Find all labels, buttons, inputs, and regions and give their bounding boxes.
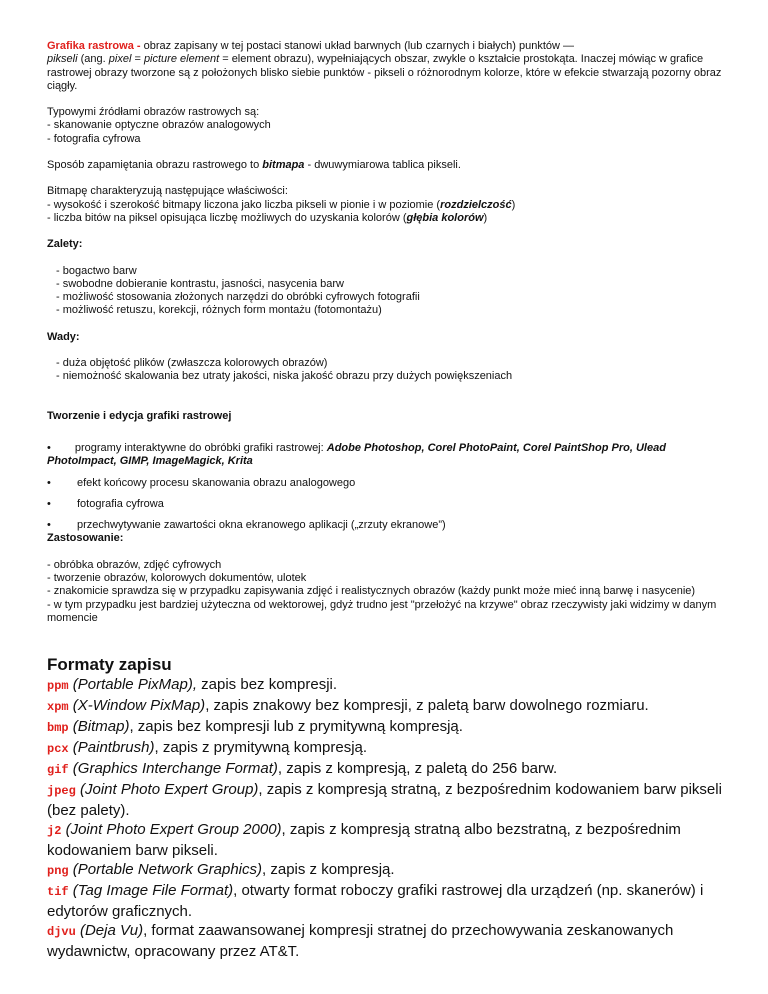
- prop-text: ): [483, 211, 488, 224]
- term-grafika-rastrowa: Grafika rastrowa -: [47, 40, 141, 52]
- format-description: , zapis z kompresją stratną, z bezpośrednim kodowaniem barw pikseli (bez palety).: [47, 781, 722, 820]
- storage-text: - dwuwymiarowa tablica pikseli.: [304, 159, 461, 172]
- format-extension: gif: [47, 763, 69, 778]
- list-item: - możliwość stosowania złożonych narzędzi do obróbki cyfrowych fotografii: [56, 291, 420, 304]
- format-extension: tif: [47, 885, 69, 900]
- format-name: (Joint Photo Expert Group 2000): [65, 821, 282, 839]
- formats-section: [47, 655, 727, 961]
- term-pikseli: pikseli: [47, 53, 78, 66]
- sources-title: Typowymi źródłami obrazów rastrowych są:: [47, 106, 260, 119]
- list-item: [47, 498, 727, 511]
- formats-list: [47, 675, 727, 961]
- format-description: , otwarty format roboczy grafiki rastrowej dla urządzeń (np. skanerów) i edytorów graficznych.: [47, 882, 704, 921]
- format-item: [47, 759, 727, 780]
- format-item: [47, 675, 727, 696]
- format-name: (Portable Network Graphics): [72, 861, 263, 879]
- pros-title: Zalety:: [47, 238, 83, 251]
- storage-text: Sposób zapamiętania obrazu rastrowego to: [47, 159, 263, 172]
- storage-paragraph: [47, 159, 727, 172]
- format-item: [47, 921, 727, 961]
- format-description: , zapis z kompresją stratną albo bezstratną, z bezpośrednim kodowaniem barw pikseli.: [47, 821, 681, 860]
- format-extension: pcx: [47, 742, 69, 757]
- format-name: (Graphics Interchange Format): [72, 760, 278, 778]
- format-name: (Tag Image File Format): [72, 882, 234, 900]
- list-item: - znakomicie sprawdza się w przypadku zapisywania zdjęć i realistycznych obrazów (każdy punkt może mieć inną barwę i nasycenie): [47, 585, 696, 598]
- format-description: , zapis bez kompresji lub z prymitywną kompresją.: [129, 718, 463, 736]
- list-item: - obróbka obrazów, zdjęć cyfrowych: [47, 558, 222, 571]
- editing-title: Tworzenie i edycja grafiki rastrowej: [47, 409, 232, 422]
- list-item: - duża objętość plików (zwłaszcza kolorowych obrazów): [56, 357, 328, 370]
- term-bitmapa: bitmapa: [262, 159, 305, 172]
- intro-text: =: [131, 53, 144, 66]
- list-item: - skanowanie optyczne obrazów analogowych: [47, 119, 271, 132]
- list-item: [47, 212, 727, 225]
- bullet-icon: •: [47, 476, 51, 489]
- format-item: [47, 696, 727, 717]
- usage-section: [47, 532, 727, 625]
- list-item: [47, 442, 727, 469]
- sources-section: [47, 106, 727, 146]
- term-picture-element: picture element: [143, 53, 220, 66]
- list-item: - fotografia cyfrowa: [47, 132, 141, 145]
- format-name: (Bitmap): [72, 718, 130, 736]
- list-item: [47, 519, 727, 532]
- list-item: - niemożność skalowania bez utraty jakości, niska jakość obrazu przy dużych powiększeniach: [56, 370, 513, 383]
- bullet-icon: •: [47, 519, 51, 532]
- editing-section: [47, 410, 727, 533]
- list-item: - swobodne dobieranie kontrastu, jasności, nasycenia barw: [56, 277, 344, 290]
- term-rozdzielczosc: rozdzielczość: [440, 198, 512, 211]
- program-names: Adobe Photoshop, Corel PhotoPaint, Corel PaintShop Pro, Ulead PhotoImpact, GIMP, ImageMagick, Krita: [47, 441, 666, 468]
- format-item: [47, 717, 727, 738]
- format-description: , zapis z kompresją, z paletą do 256 barw.: [277, 760, 558, 778]
- format-extension: png: [47, 864, 69, 879]
- intro-text: = element obrazu), wypełniających obszar, zwykle o kształcie prostokąta. Inaczej mówiąc w grafice rastrowej obrazy tworzone są z położonych blisko siebie punktów - pikseli o różnorodnym kolorze, które w efekcie stwarzają pozorny obraz ciągły.: [47, 53, 722, 92]
- format-description: , zapis z kompresją.: [262, 861, 395, 879]
- list-item: - w tym przypadku jest bardziej użyteczna od wektorowej, gdyż trudno jest "przełożyć na krzywe" obraz rzeczywisty jaki widzimy w danym momencie: [47, 598, 717, 624]
- format-extension: bmp: [47, 721, 69, 736]
- list-item-text: fotografia cyfrowa: [77, 497, 164, 510]
- pros-section: [47, 238, 727, 317]
- term-pixel: pixel: [108, 53, 132, 66]
- format-item: [47, 820, 727, 860]
- format-extension: ppm: [47, 679, 69, 694]
- term-glebia-kolorow: głębia kolorów: [406, 211, 484, 224]
- list-item-text: przechwytywanie zawartości okna ekranowego aplikacji („zrzuty ekranowe”): [77, 519, 446, 532]
- format-extension: j2: [47, 824, 62, 839]
- format-extension: djvu: [47, 925, 76, 940]
- properties-title: Bitmapę charakteryzują następujące właściwości:: [47, 185, 288, 198]
- format-description: , zapis z prymitywną kompresją.: [154, 739, 368, 757]
- formats-title: Formaty zapisu: [47, 655, 172, 675]
- format-name: (X-Window PixMap): [72, 697, 206, 715]
- format-description: zapis bez kompresji.: [197, 676, 338, 694]
- usage-title: Zastosowanie:: [47, 532, 124, 545]
- intro-paragraph: [47, 40, 727, 93]
- list-item: [47, 477, 727, 490]
- prop-text: - wysokość i szerokość bitmapy liczona jako liczba pikseli w pionie i w poziomie (: [47, 198, 441, 211]
- format-item: [47, 738, 727, 759]
- list-item: - możliwość retuszu, korekcji, różnych form montażu (fotomontażu): [56, 304, 382, 317]
- intro-text: obraz zapisany w tej postaci stanowi układ barwnych (lub czarnych i białych) punktów —: [140, 40, 575, 52]
- format-item: [47, 881, 727, 921]
- format-extension: jpeg: [47, 784, 76, 799]
- format-name: (Deja Vu): [79, 922, 144, 940]
- format-name: (Paintbrush): [72, 739, 155, 757]
- format-item: [47, 860, 727, 881]
- cons-section: [47, 331, 727, 384]
- format-extension: xpm: [47, 700, 69, 715]
- bullet-icon: •: [47, 441, 51, 454]
- intro-text: (ang.: [77, 53, 109, 66]
- format-description: , format zaawansowanej kompresji stratnej do przechowywania zeskanowanych wydawnictw, opracowany przez AT&T.: [47, 922, 674, 961]
- properties-section: [47, 185, 727, 225]
- list-item: - bogactwo barw: [56, 264, 137, 277]
- format-name: (Joint Photo Expert Group): [79, 781, 259, 799]
- cons-title: Wady:: [47, 330, 80, 343]
- list-item: - tworzenie obrazów, kolorowych dokumentów, ulotek: [47, 572, 307, 585]
- editing-text: programy interaktywne do obróbki grafiki rastrowej:: [74, 441, 327, 454]
- format-description: , zapis znakowy bez kompresji, z paletą barw dowolnego rozmiaru.: [205, 697, 649, 715]
- format-item: [47, 780, 727, 820]
- prop-text: - liczba bitów na piksel opisująca liczbę możliwych do uzyskania kolorów (: [47, 211, 407, 224]
- format-name: (Portable PixMap),: [72, 676, 197, 694]
- document-page: [47, 40, 727, 961]
- list-item-text: efekt końcowy procesu skanowania obrazu analogowego: [77, 476, 356, 489]
- bullet-icon: •: [47, 497, 51, 510]
- prop-text: ): [511, 198, 516, 211]
- list-item: [47, 199, 727, 212]
